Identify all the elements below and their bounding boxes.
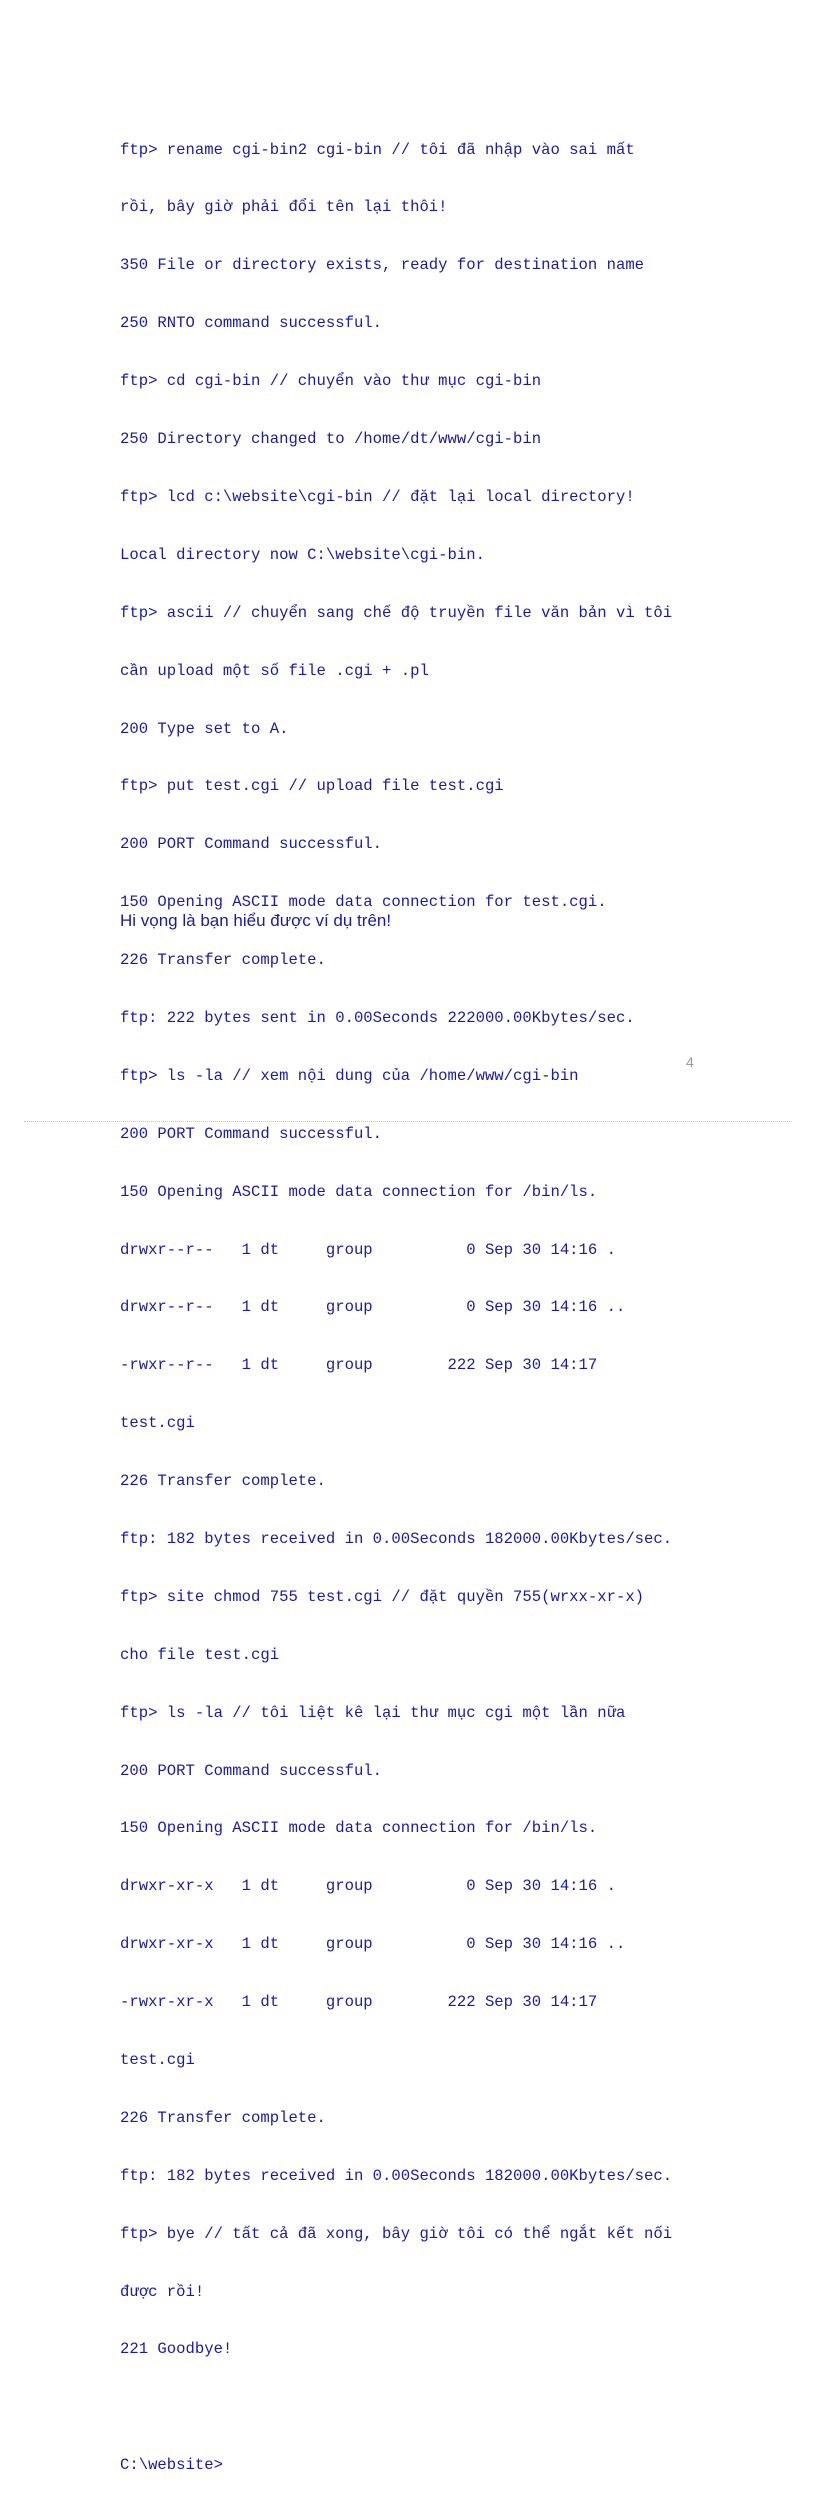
terminal-line: ftp> cd cgi-bin // chuyển vào thư mục cgi-bin xyxy=(120,372,542,391)
terminal-line: ftp> ls -la // xem nội dung của /home/www/cgi-bin xyxy=(120,1066,579,1085)
terminal-line: 226 Transfer complete. xyxy=(120,1472,326,1491)
terminal-line: drwxr--r-- 1 dt group 0 Sep 30 14:16 .. xyxy=(120,1298,626,1317)
terminal-line: 200 PORT Command successful. xyxy=(120,1124,383,1143)
terminal-line: 200 PORT Command successful. xyxy=(120,1761,383,1780)
terminal-line: được rồi! xyxy=(120,2282,205,2301)
terminal-line: ftp> site chmod 755 test.cgi // đặt quyền 755(wrxx-xr-x) xyxy=(120,1587,645,1606)
terminal-line: Local directory now C:\website\cgi-bin. xyxy=(120,545,485,564)
terminal-line: ftp> put test.cgi // upload file test.cgi xyxy=(120,777,504,796)
ftp-session-transcript xyxy=(120,102,740,2495)
terminal-line: ftp> bye // tất cả đã xong, bây giờ tôi có thể ngắt kết nối xyxy=(120,2224,673,2243)
terminal-line: drwxr-xr-x 1 dt group 0 Sep 30 14:16 . xyxy=(120,1877,616,1896)
terminal-line: 226 Transfer complete. xyxy=(120,951,326,970)
terminal-line: 250 RNTO command successful. xyxy=(120,314,383,333)
terminal-line: 226 Transfer complete. xyxy=(120,2108,326,2127)
terminal-line: 150 Opening ASCII mode data connection for /bin/ls. xyxy=(120,1819,598,1838)
page-number: 4 xyxy=(686,1054,694,1070)
terminal-line: ftp> ascii // chuyển sang chế độ truyền file văn bản vì tôi xyxy=(120,603,673,622)
terminal-line: test.cgi xyxy=(120,1414,195,1433)
terminal-line: ftp: 182 bytes received in 0.00Seconds 182000.00Kbytes/sec. xyxy=(120,2166,673,2185)
terminal-line: drwxr-xr-x 1 dt group 0 Sep 30 14:16 .. xyxy=(120,1935,626,1954)
terminal-line: rồi, bây giờ phải đổi tên lại thôi! xyxy=(120,198,448,217)
terminal-line: -rwxr-xr-x 1 dt group 222 Sep 30 14:17 xyxy=(120,1993,598,2012)
blank-line xyxy=(120,2398,740,2417)
terminal-line: ftp> rename cgi-bin2 cgi-bin // tôi đã nhập vào sai mất xyxy=(120,140,635,159)
terminal-line: -rwxr--r-- 1 dt group 222 Sep 30 14:17 xyxy=(120,1356,598,1375)
terminal-line: 200 PORT Command successful. xyxy=(120,835,383,854)
terminal-line: 200 Type set to A. xyxy=(120,719,289,738)
terminal-line: drwxr--r-- 1 dt group 0 Sep 30 14:16 . xyxy=(120,1240,616,1259)
footer-divider xyxy=(24,1121,792,1122)
terminal-line: 150 Opening ASCII mode data connection for /bin/ls. xyxy=(120,1182,598,1201)
closing-remark: Hi vọng là bạn hiểu được ví dụ trên! xyxy=(120,911,392,930)
terminal-line: test.cgi xyxy=(120,2050,195,2069)
terminal-line: 250 Directory changed to /home/dt/www/cgi-bin xyxy=(120,430,542,449)
terminal-line: ftp> lcd c:\website\cgi-bin // đặt lại local directory! xyxy=(120,487,635,506)
terminal-line: ftp> ls -la // tôi liệt kê lại thư mục cgi một lần nữa xyxy=(120,1703,626,1722)
terminal-line: 221 Goodbye! xyxy=(120,2340,233,2359)
terminal-line: 150 Opening ASCII mode data connection for test.cgi. xyxy=(120,893,607,912)
terminal-line: ftp: 182 bytes received in 0.00Seconds 182000.00Kbytes/sec. xyxy=(120,1529,673,1548)
terminal-line: cho file test.cgi xyxy=(120,1645,280,1664)
terminal-line: cần upload một số file .cgi + .pl xyxy=(120,661,429,680)
terminal-line: ftp: 222 bytes sent in 0.00Seconds 222000.00Kbytes/sec. xyxy=(120,1008,635,1027)
terminal-line: 350 File or directory exists, ready for destination name xyxy=(120,256,645,275)
command-prompt: C:\website> xyxy=(120,2455,223,2474)
